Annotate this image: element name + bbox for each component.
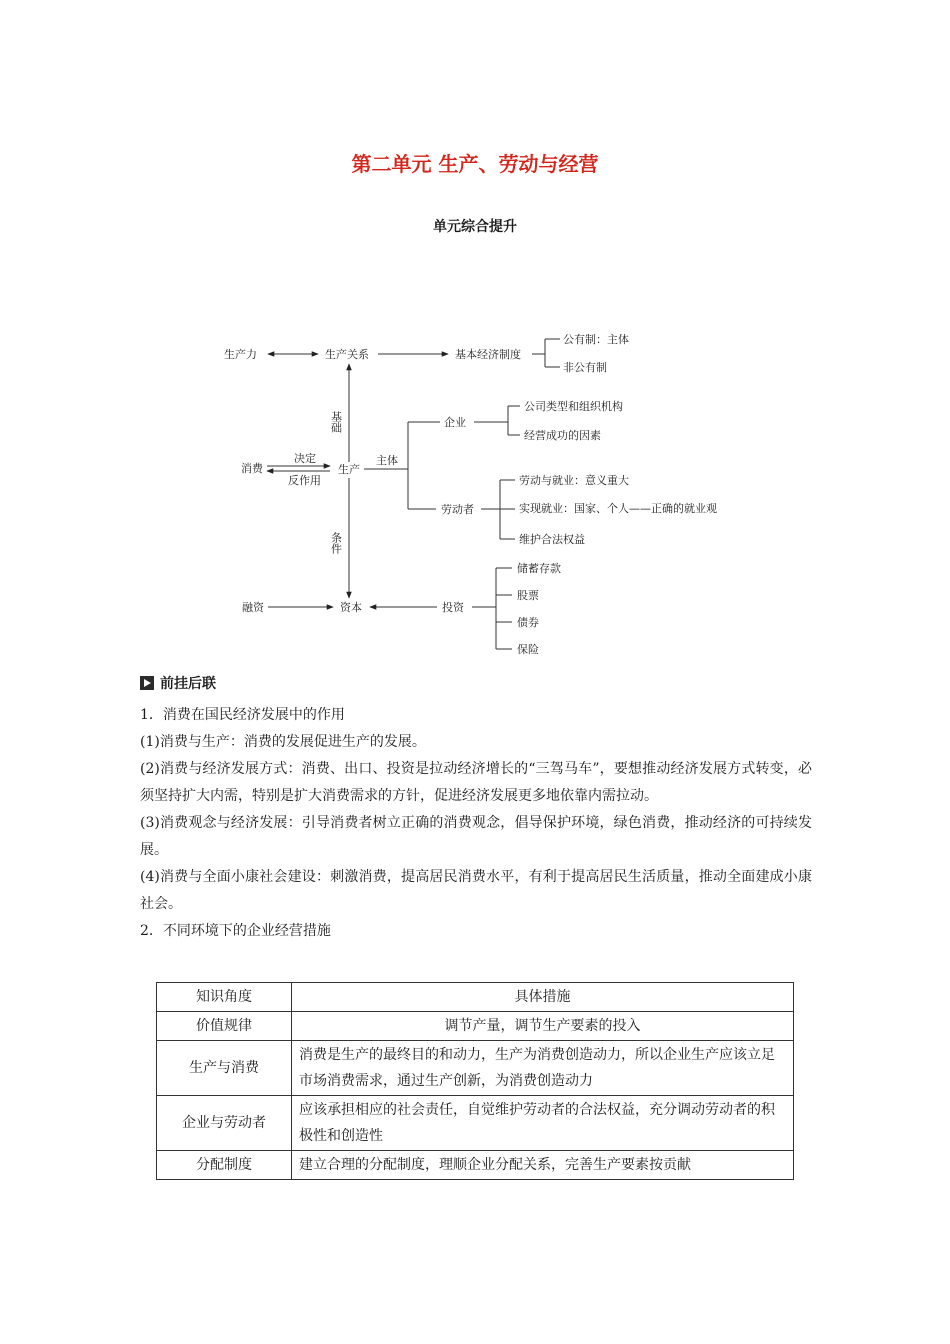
table-row xyxy=(157,1151,794,1180)
node-capital: 资本 xyxy=(340,601,362,614)
node-investment-item: 股票 xyxy=(517,589,539,602)
node-laborer-item: 维护合法权益 xyxy=(519,533,585,546)
paragraph: 2．不同环境下的企业经营措施 xyxy=(140,923,331,939)
play-icon xyxy=(140,676,154,690)
section-heading xyxy=(140,672,216,694)
section-title: 前挂后联 xyxy=(160,676,216,692)
node-productivity: 生产力 xyxy=(224,348,257,361)
label-main: 主体 xyxy=(376,454,398,467)
node-enterprise-item: 公司类型和组织机构 xyxy=(524,400,623,413)
node-investment-item: 保险 xyxy=(517,643,539,656)
table-header-cell: 具体措施 xyxy=(292,983,794,1012)
page-subtitle: 单元综合提升 xyxy=(433,219,517,235)
node-laborer-item: 实现就业：国家、个人——正确的就业观 xyxy=(519,502,717,515)
measures-table xyxy=(156,982,794,1180)
table-cell: 调节产量，调节生产要素的投入 xyxy=(292,1012,794,1041)
label-basis: 基础 xyxy=(329,411,343,433)
paragraph: (2)消费与经济发展方式：消费、出口、投资是拉动经济增长的“三驾马车”，要想推动经济发展方式转变，必须坚持扩大内需，特别是扩大消费需求的方针，促进经济发展更多地依靠内需拉动。 xyxy=(140,761,812,804)
table-cell: 分配制度 xyxy=(157,1151,292,1180)
table-row xyxy=(157,1012,794,1041)
node-public-ownership: 公有制：主体 xyxy=(563,333,629,346)
label-reacts: 反作用 xyxy=(288,474,321,487)
node-production: 生产 xyxy=(338,463,360,476)
label-condition: 条件 xyxy=(329,532,343,554)
table-cell: 价值规律 xyxy=(157,1012,292,1041)
body-text xyxy=(140,702,812,945)
table-row xyxy=(157,1096,794,1151)
table-header-row xyxy=(157,983,794,1012)
table-cell: 企业与劳动者 xyxy=(157,1096,292,1151)
node-financing: 融资 xyxy=(242,601,264,614)
paragraph: (3)消费观念与经济发展：引导消费者树立正确的消费观念，倡导保护环境，绿色消费，推动经济的可持续发展。 xyxy=(140,815,812,858)
label-decides: 决定 xyxy=(294,452,316,465)
page-title: 第二单元 生产、劳动与经营 xyxy=(351,152,599,176)
table-cell: 生产与消费 xyxy=(157,1041,292,1096)
node-investment: 投资 xyxy=(442,601,464,614)
paragraph: (4)消费与全面小康社会建设：刺激消费，提高居民消费水平，有利于提高居民生活质量，推动全面建成小康社会。 xyxy=(140,869,812,912)
table-header-cell: 知识角度 xyxy=(157,983,292,1012)
table-cell: 建立合理的分配制度，理顺企业分配关系，完善生产要素按贡献 xyxy=(292,1151,794,1180)
paragraph: 1．消费在国民经济发展中的作用 xyxy=(140,707,345,723)
table-row xyxy=(157,1041,794,1096)
node-basic-economic-system: 基本经济制度 xyxy=(455,348,521,361)
paragraph: (1)消费与生产：消费的发展促进生产的发展。 xyxy=(140,734,426,750)
table-cell: 应该承担相应的社会责任，自觉维护劳动者的合法权益，充分调动劳动者的积极性和创造性 xyxy=(292,1096,794,1151)
node-investment-item: 储蓄存款 xyxy=(517,562,561,575)
node-enterprise: 企业 xyxy=(444,416,466,429)
node-production-relations: 生产关系 xyxy=(325,348,369,361)
node-investment-item: 债券 xyxy=(517,616,539,629)
node-nonpublic-ownership: 非公有制 xyxy=(563,361,607,374)
node-laborer-item: 劳动与就业：意义重大 xyxy=(519,474,629,487)
node-enterprise-item: 经营成功的因素 xyxy=(524,429,601,442)
table-cell: 消费是生产的最终目的和动力，生产为消费创造动力，所以企业生产应该立足市场消费需求，通过生产创新，为消费创造动力 xyxy=(292,1041,794,1096)
node-consumption: 消费 xyxy=(241,462,263,475)
node-laborer: 劳动者 xyxy=(441,503,474,516)
